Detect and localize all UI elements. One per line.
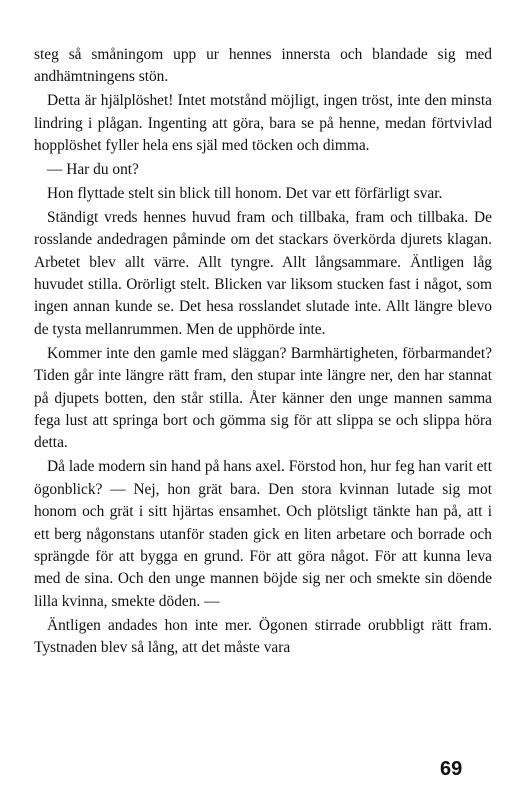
paragraph-8: Äntligen andades hon inte mer. Ögonen stirrade orubbligt rätt fram. Tystnaden blev så lång, att det måste vara xyxy=(34,616,492,657)
paragraph-6: Kommer inte den gamle med släggan? Barmhärtigheten, förbarmandet? Tiden går inte längre rätt fram, den stupar inte längre ner, den har stannat på djupets botten, den står stilla. Åter känner den unge mannen samma fega lust att springa bort och gömma sig för att slippa se och slippa höra detta. xyxy=(34,344,492,452)
paragraph-2: Detta är hjälplöshet! Intet motstånd möjligt, ingen tröst, inte den minsta lindring i plågan. Ingenting att göra, bara se på henne, medan förtvivlad hopplöshet fyller hela ens själ med töcken och dimma. xyxy=(34,92,492,155)
paragraph-3: — Har du ont? xyxy=(47,161,139,179)
paragraph-4: Hon flyttade stelt sin blick till honom. Det var ett förfärligt svar. xyxy=(47,184,443,202)
body-text xyxy=(34,44,492,659)
paragraph-7: Då lade modern sin hand på hans axel. Förstod hon, hur feg han varit ett ögonblick? — Nej, hon grät bara. Den stora kvinnan lutade sig mot honom och grät i sitt hjärtas ensamhet. Och plötsligt tänkte han på, att i ett berg någonstans utanför staden gick en liten arbetare och borrade och sprängde för att bygga en grund. För att göra något. För att kunna leva med de sina. Och den unge mannen böjde sig ner och smekte sin döende lilla kvinna, smekte döden. — xyxy=(34,458,492,610)
paragraph-1: steg så småningom upp ur hennes innersta och blandade sig med andhämtningens stön. xyxy=(34,46,492,86)
paragraph-5: Ständigt vreds hennes huvud fram och tillbaka, fram och tillbaka. De rosslande andedragen påminde om det stackars överkörda djurets klagan. Arbetet blev allt värre. Allt tyngre. Allt långsammare. Äntligen låg huvudet stilla. Orörligt stelt. Blicken var liksom stucken fast i något, som ingen annan kunde se. Det hesa rosslandet slutade inte. Allt längre blevo de tysta mellanrummen. Men de upphörde inte. xyxy=(34,208,492,338)
page-number: 69 xyxy=(440,758,463,780)
